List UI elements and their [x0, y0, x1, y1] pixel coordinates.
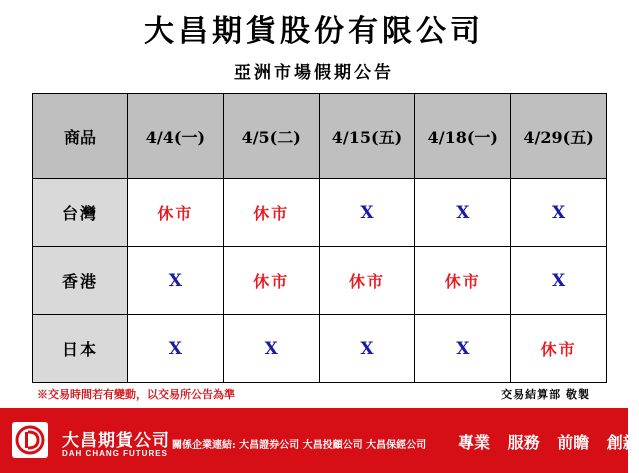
date-header: 4/5(二) [223, 94, 319, 179]
table-row [33, 247, 607, 315]
market-japan: 日本 [33, 315, 128, 383]
dah-chang-logo-icon [12, 422, 48, 458]
market-taiwan: 台灣 [33, 179, 128, 247]
status-cell: 休市 [319, 247, 415, 315]
table-row [33, 179, 607, 247]
status-cell: X [511, 179, 607, 247]
slogan-list [458, 430, 639, 453]
status-cell: X [128, 247, 224, 315]
status-cell: X [415, 179, 511, 247]
status-cell: X [223, 315, 319, 383]
status-cell: 休市 [223, 179, 319, 247]
date-header: 4/18(一) [415, 94, 511, 179]
slogan: 服務 [507, 433, 540, 452]
department-signature: 交易結算部 敬製 [501, 388, 590, 401]
status-cell: 休市 [223, 247, 319, 315]
date-header: 4/4(一) [128, 94, 224, 179]
company-title: 大昌期貨股份有限公司 [144, 14, 484, 49]
notice-subtitle: 亞洲市場假期公告 [234, 63, 394, 83]
slogan: 專業 [458, 433, 491, 452]
status-cell: X [319, 315, 415, 383]
status-cell: 休市 [511, 315, 607, 383]
status-cell: X [511, 247, 607, 315]
status-cell: X [128, 315, 224, 383]
affiliate-links[interactable]: 關係企業連結: 大昌證券公司 大昌投顧公司 大昌保經公司 [172, 440, 427, 451]
corner-header: 商品 [33, 94, 128, 179]
date-header: 4/29(五) [511, 94, 607, 179]
status-cell: 休市 [128, 179, 224, 247]
holiday-table [32, 93, 607, 383]
market-hongkong: 香港 [33, 247, 128, 315]
status-cell: X [415, 315, 511, 383]
status-cell: 休市 [415, 247, 511, 315]
table-header-row [33, 94, 607, 179]
brand-name: 大昌期貨公司 [62, 431, 170, 451]
brand-english: DAH CHANG FUTURES [62, 449, 168, 458]
footer-banner [0, 408, 639, 473]
status-cell: X [319, 179, 415, 247]
slogan: 前瞻 [557, 433, 590, 452]
disclaimer-note: ※交易時間若有變動，以交易所公告為準 [37, 388, 235, 401]
slogan: 創新 [606, 433, 639, 452]
table-row [33, 315, 607, 383]
date-header: 4/15(五) [319, 94, 415, 179]
